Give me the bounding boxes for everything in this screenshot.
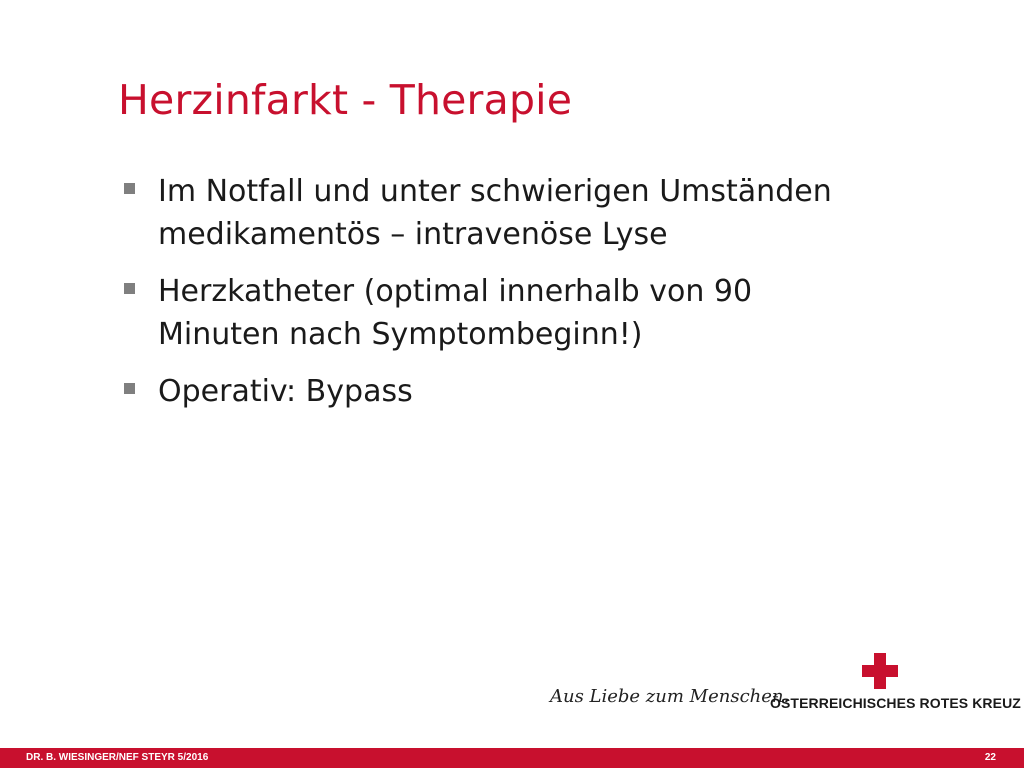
square-bullet-icon (124, 283, 135, 294)
footer-bar (0, 748, 1024, 768)
slide-title: Herzinfarkt - Therapie (118, 76, 573, 124)
logo-tagline: Aus Liebe zum Menschen. (550, 686, 790, 707)
bullet-text-line: Operativ: Bypass (158, 374, 413, 409)
red-cross-icon (862, 653, 898, 689)
bullet-item (122, 170, 922, 256)
bullet-text-line: Im Notfall und unter schwierigen Umständen (158, 174, 832, 209)
square-bullet-icon (124, 383, 135, 394)
organization-name: ÖSTERREICHISCHES ROTES KREUZ (770, 695, 1021, 711)
bullet-text-line: medikamentös – intravenöse Lyse (158, 217, 668, 252)
footer-author: DR. B. WIESINGER/NEF STEYR 5/2016 (26, 752, 209, 763)
square-bullet-icon (124, 183, 135, 194)
bullet-item (122, 270, 922, 356)
page-number: 22 (984, 752, 996, 763)
bullet-item (122, 370, 922, 413)
bullet-text-line: Minuten nach Symptombeginn!) (158, 317, 643, 352)
bullet-list (122, 170, 922, 427)
bullet-text-line: Herzkatheter (optimal innerhalb von 90 (158, 274, 753, 309)
organization-logo (540, 648, 1021, 718)
